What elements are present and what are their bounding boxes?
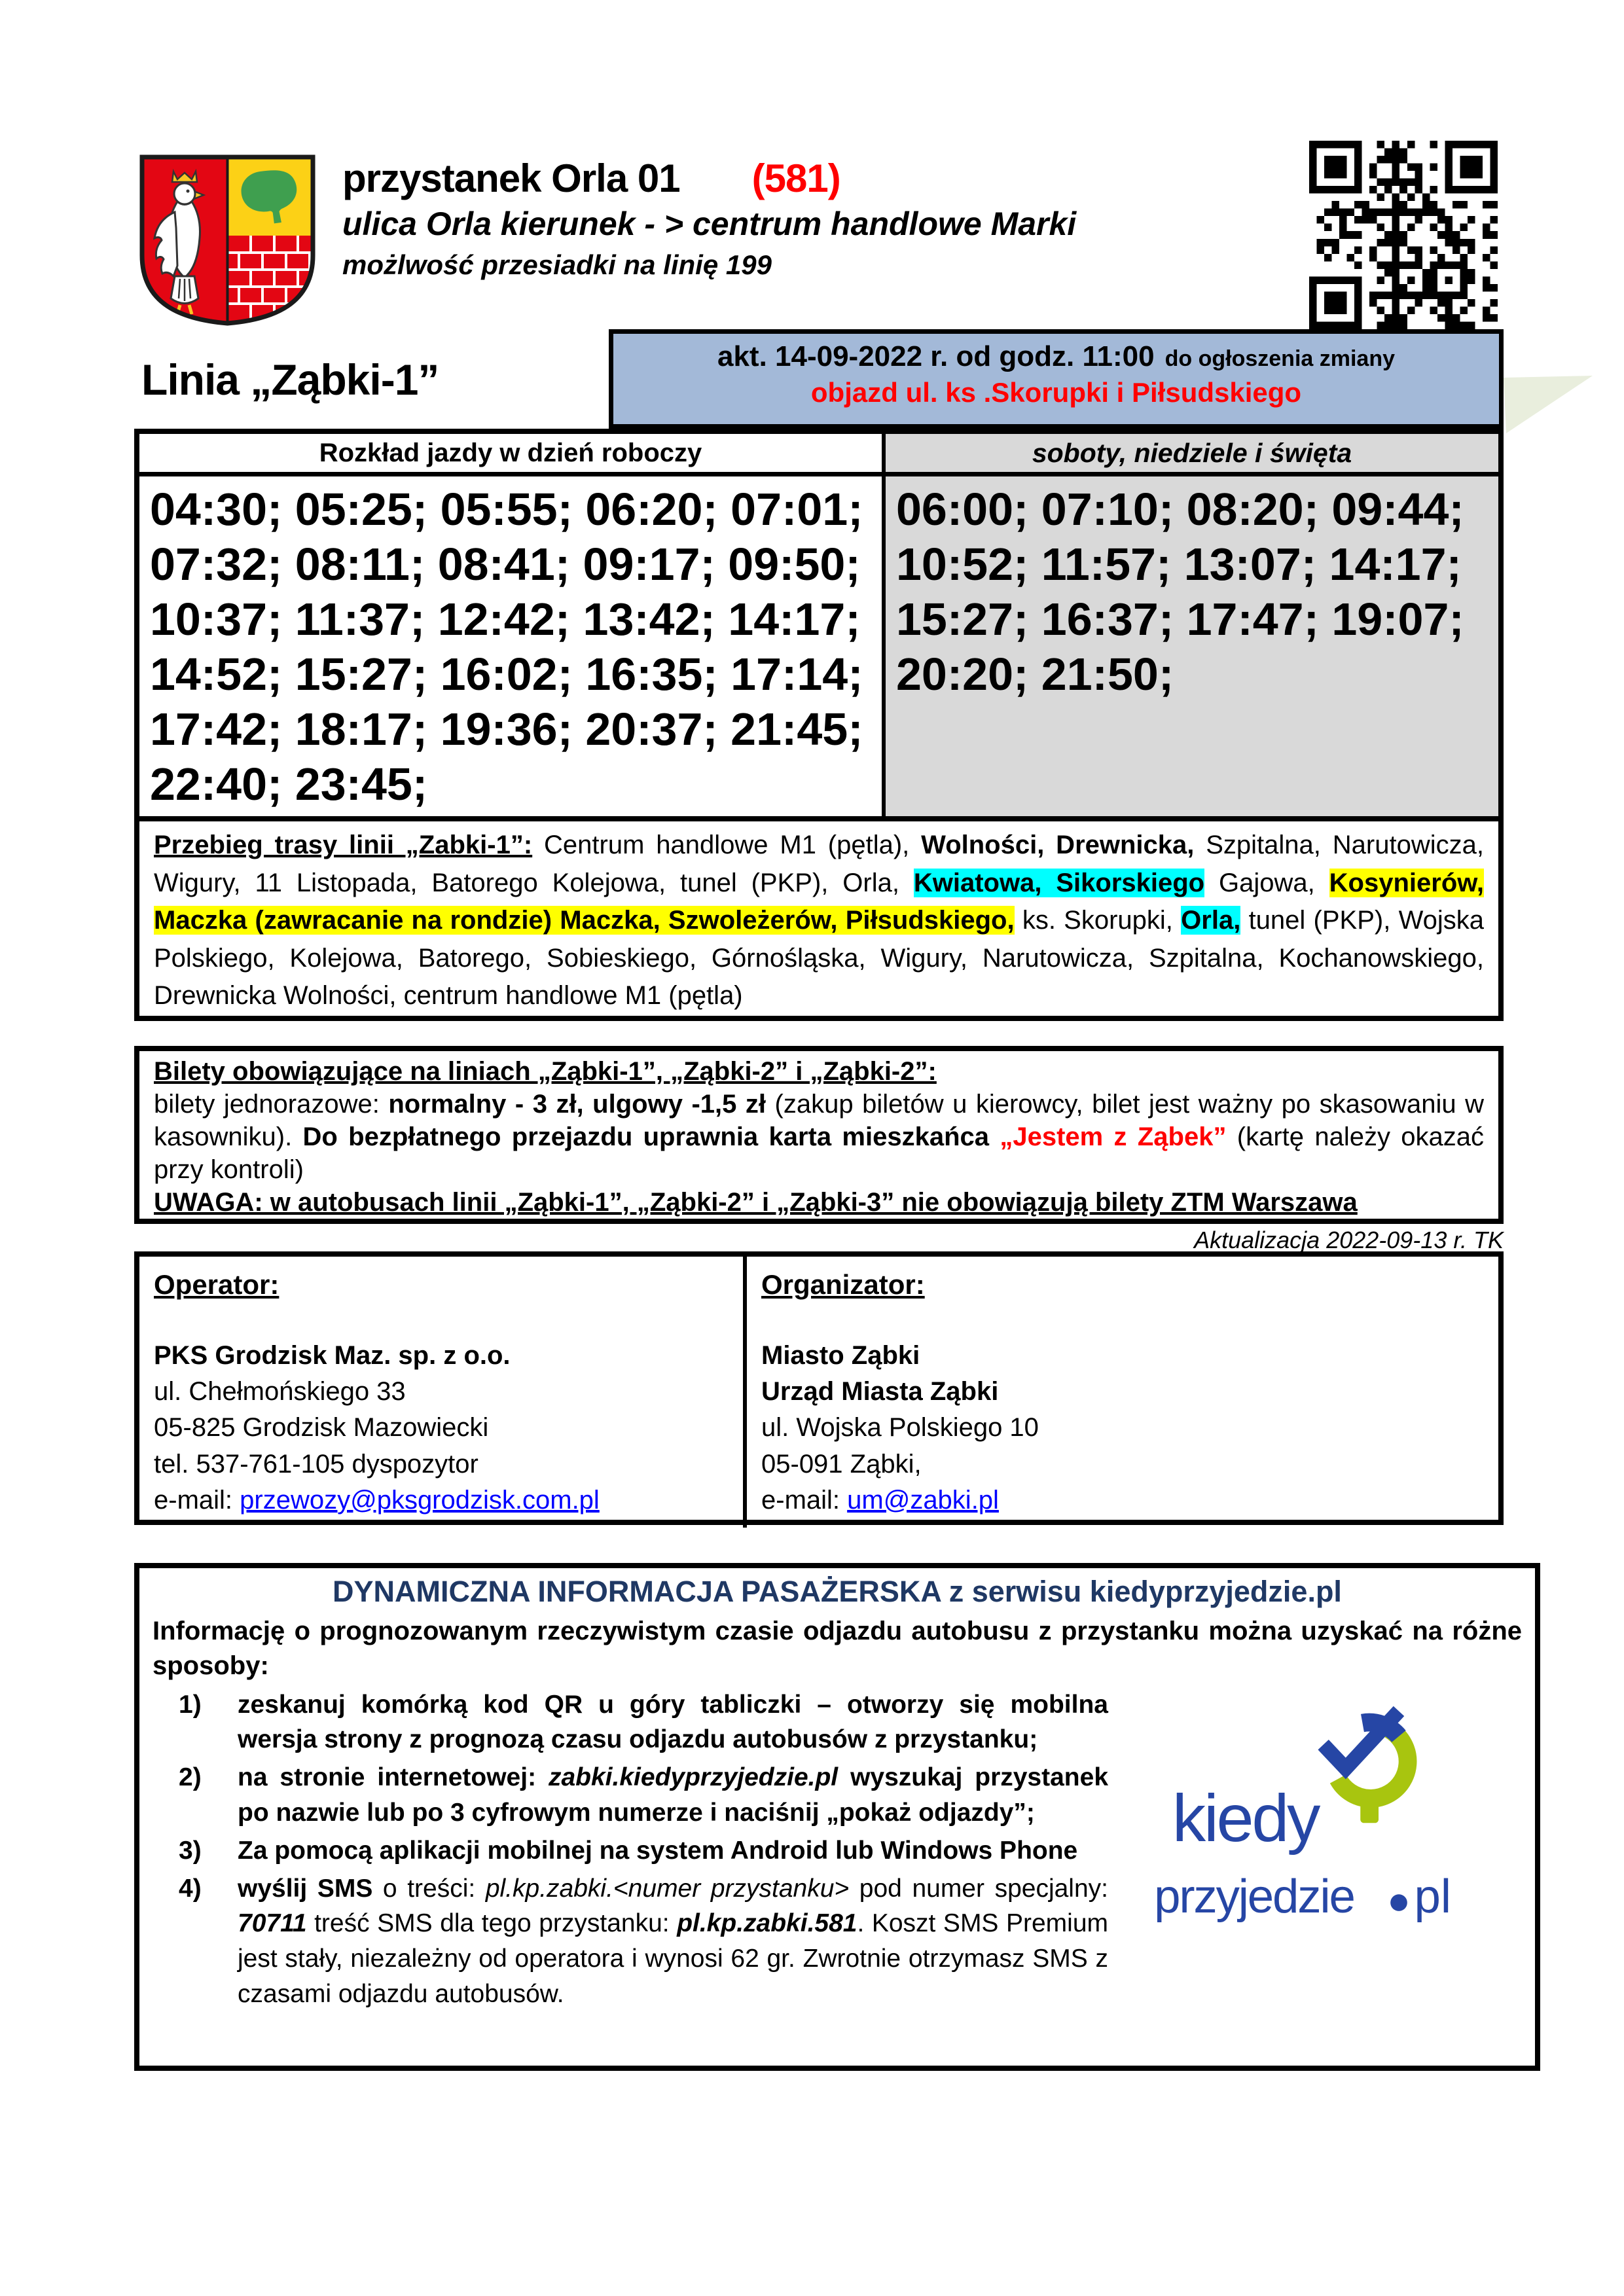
qr-code-icon <box>1309 141 1498 329</box>
tickets-box <box>134 1046 1504 1224</box>
organizer-heading: Organizator: <box>761 1269 925 1300</box>
timetable-header-row <box>139 434 1498 476</box>
stop-name: przystanek Orla 01 <box>342 156 680 200</box>
item-text: wyślij SMS o treści: pl.kp.zabki.<numer przystanku> pod numer specjalny: 70711 treść SMS dla tego przystanku: pl.kp.zabki.581. Koszt SMS Premium jest stały, niezależny od operatora i wynosi 62 gr. Zwrotnie otrzymasz SMS z czasami odjazdu autobusów. <box>238 1874 1109 2009</box>
dynamic-info-list <box>153 1687 1108 2012</box>
timetable-table <box>134 429 1504 826</box>
operator-email-label: e-mail: <box>154 1485 240 1515</box>
item-number: 4) <box>179 1874 202 1903</box>
organizer-email-label: e-mail: <box>761 1485 848 1515</box>
operator-email-link[interactable]: przewozy@pksgrodzisk.com.pl <box>240 1485 600 1515</box>
logo-tld: pl <box>1414 1870 1452 1923</box>
qr-code <box>1309 141 1498 329</box>
operator-email-line <box>154 1482 729 1518</box>
logo-word1: kiedy <box>1172 1780 1319 1856</box>
dynamic-info-box <box>134 1563 1540 2071</box>
operator-organizer-table <box>134 1251 1504 1525</box>
tickets-body: bilety jednorazowe: normalny - 3 zł, ulgowy -1,5 zł (zakup biletów u kierowcy, bilet jest ważny po skasowaniu w kasowniku). Do bezpłatnego przejazdu uprawnia karta mieszkańca „Jestem z Ząbek” (kartę należy okazać przy kontroli) <box>154 1090 1485 1184</box>
organizer-email-line <box>761 1482 1484 1518</box>
operator-lines: PKS Grodzisk Maz. sp. z o.o. ul. Chełmońskiego 33 05-825 Grodzisk Mazowiecki tel. 537-761-105 dyspozytor <box>154 1340 511 1479</box>
update-note: Aktualizacja 2022-09-13 r. TK <box>1194 1227 1504 1253</box>
kiedyprzyjedzie-logo <box>1153 1676 1460 1964</box>
zabki-coat-of-arms <box>134 149 321 331</box>
notice-valid-until: do ogłoszenia zmiany <box>1164 346 1396 371</box>
item-number: 1) <box>179 1690 202 1719</box>
list-item <box>153 1687 1108 1758</box>
organizer-email-link[interactable]: um@zabki.pl <box>847 1485 999 1515</box>
dynamic-info-title: DYNAMICZNA INFORMACJA PASAŻERSKA z serwisu kiedyprzyjedzie.pl <box>333 1575 1342 1608</box>
item-number: 3) <box>179 1836 202 1865</box>
header <box>342 156 1291 281</box>
item-text: na stronie internetowej: zabki.kiedyprzyjedzie.pl wyszukaj przystanek po nazwie lub po 3 cyfrowym numerze i naciśnij „pokaż odjazdy”; <box>238 1763 1109 1827</box>
notice-detour: objazd ul. ks .Skorupki i Piłsudskiego <box>810 377 1302 408</box>
stop-direction: ulica Orla kierunek - > centrum handlowe Marki <box>342 206 1077 242</box>
notice-valid-from: akt. 14-09-2022 r. od godz. 11:00 <box>717 340 1155 372</box>
operator-cell <box>139 1257 747 1528</box>
item-text: Za pomocą aplikacji mobilnej na system Android lub Windows Phone <box>238 1836 1078 1865</box>
transfer-note: możlwość przesiadki na linię 199 <box>342 249 772 280</box>
line-title: Linia „Ząbki-1” <box>141 355 439 404</box>
item-text: zeskanuj komórką kod QR u góry tabliczki – otworzy się mobilna wersja strony z prognozą czasu odjazdu autobusów z przystanku; <box>238 1690 1108 1754</box>
logo-dot-icon <box>1390 1894 1407 1911</box>
kiedyprzyjedzie-logo-icon <box>1153 1676 1460 1964</box>
list-item <box>153 1833 1108 1869</box>
logo-word2: przyjedzie <box>1154 1870 1354 1923</box>
stop-code: (581) <box>751 156 840 200</box>
timetable-body-row <box>139 476 1498 821</box>
dynamic-info-intro: Informację o prognozowanym rzeczywistym czasie odjazdu autobusu z przystanku można uzyskać na różne sposoby: <box>153 1617 1522 1680</box>
tickets-heading: Bilety obowiązujące na liniach „Ząbki-1”, „Ząbki-2” i „Ząbki-2”: <box>154 1057 937 1086</box>
tickets-warning: UWAGA: w autobusach linii „Ząbki-1”, „Ząbki-2” i „Ząbki-3” nie obowiązują bilety ZTM Warszawa <box>154 1188 1358 1217</box>
operator-heading: Operator: <box>154 1269 280 1300</box>
weekend-header: soboty, niedziele i święta <box>886 434 1498 476</box>
notice-box <box>609 329 1504 429</box>
weekend-times: 06:00; 07:10; 08:20; 09:44; 10:52; 11:57; 13:07; 14:17; 15:27; 16:37; 17:47; 19:07; 20:20; 21:50; <box>886 476 1498 821</box>
item-number: 2) <box>179 1763 202 1792</box>
list-item <box>153 1760 1108 1831</box>
coat-of-arms-icon <box>134 149 321 331</box>
organizer-cell <box>747 1257 1498 1528</box>
page-corner-artifact <box>1504 376 1593 435</box>
organizer-lines: Miasto Ząbki Urząd Miasta Ząbki ul. Wojska Polskiego 10 05-091 Ząbki, <box>761 1340 1039 1479</box>
weekday-header: Rozkład jazdy w dzień roboczy <box>139 434 886 476</box>
weekday-times: 04:30; 05:25; 05:55; 06:20; 07:01; 07:32; 08:11; 08:41; 09:17; 09:50; 10:37; 11:37; 12:42; 13:42; 14:17; 14:52; 15:27; 16:02; 16:35; 17:14; 17:42; 18:17; 19:36; 20:37; 21:45; 22:40; 23:45; <box>139 476 886 821</box>
list-item <box>153 1871 1108 2012</box>
stop-title <box>342 156 1291 201</box>
route-description: Przebieg trasy linii „Zabki-1”: Centrum handlowe M1 (pętla), Wolności, Drewnicka, Szpitalna, Narutowicza, Wigury, 11 Listopada, Batorego Kolejowa, tunel (PKP), Orla, Kwiatowa, Sikorskiego Gajowa, Kosynierów, Maczka (zawracanie na rondzie) Maczka, Szwoleżerów, Piłsudskiego, ks. Skorupki, Orla, tunel (PKP), Wojska Polskiego, Kolejowa, Batorego, Sobieskiego, Górnośląska, Wigury, Narutowicza, Szpitalna, Kochanowskiego, Drewnicka Wolności, centrum handlowe M1 (pętla) <box>134 816 1504 1021</box>
notice-validity <box>613 340 1499 373</box>
